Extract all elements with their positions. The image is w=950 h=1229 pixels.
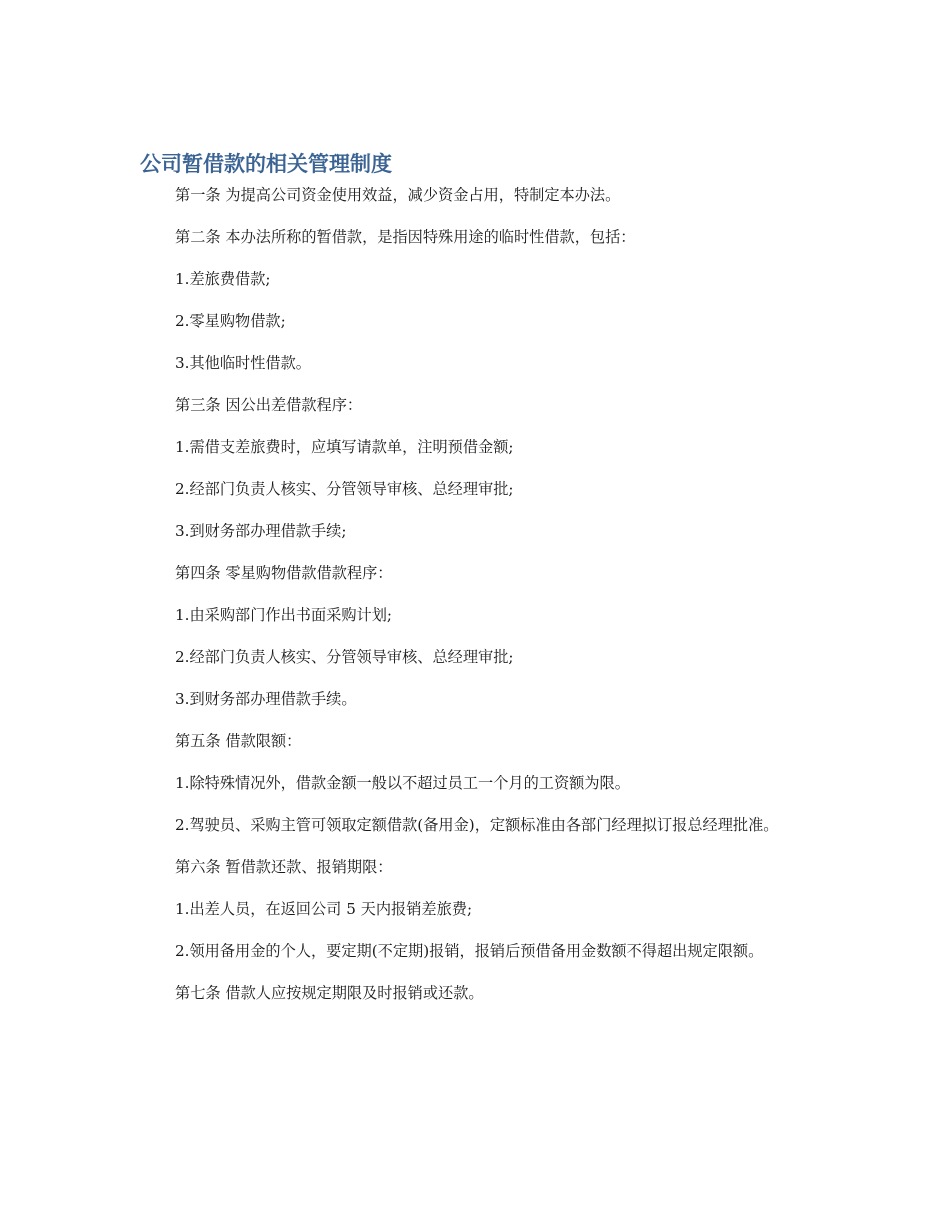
document-body: [140, 182, 802, 1022]
paragraph-article-5: 第五条 借款限额：: [175, 732, 302, 750]
list-item: 3.到财务部办理借款手续;: [175, 522, 347, 540]
paragraph-article-2: 第二条 本办法所称的暂借款，是指因特殊用途的临时性借款，包括：: [175, 228, 636, 246]
list-item: 2.经部门负责人核实、分管领导审核、总经理审批;: [175, 648, 514, 666]
list-item: 1.除特殊情况外，借款金额一般以不超过员工一个月的工资额为限。: [175, 774, 630, 792]
list-item: 1.需借支差旅费时，应填写请款单，注明预借金额;: [175, 438, 514, 456]
list-item: 1.由采购部门作出书面采购计划;: [175, 606, 393, 624]
list-item: 3.其他临时性借款。: [175, 354, 311, 372]
list-item: 2.领用备用金的个人，要定期(不定期)报销，报销后预借备用金数额不得超出规定限额。: [175, 942, 764, 960]
list-item: 2.零星购物借款;: [175, 312, 286, 330]
list-item: 3.到财务部办理借款手续。: [175, 690, 357, 708]
paragraph-article-4: 第四条 零星购物借款借款程序：: [175, 564, 393, 582]
list-item: 1.出差人员，在返回公司 5 天内报销差旅费;: [175, 900, 473, 918]
document-title: 公司暂借款的相关管理制度: [140, 152, 392, 176]
list-item: 2.经部门负责人核实、分管领导审核、总经理审批;: [175, 480, 514, 498]
paragraph-article-7: 第七条 借款人应按规定期限及时报销或还款。: [175, 984, 484, 1002]
paragraph-article-3: 第三条 因公出差借款程序：: [175, 396, 363, 414]
paragraph-article-6: 第六条 暂借款还款、报销期限：: [175, 858, 393, 876]
list-item: 2.驾驶员、采购主管可领取定额借款(备用金)，定额标准由各部门经理拟订报总经理批准。: [175, 816, 779, 834]
paragraph-article-1: 第一条 为提高公司资金使用效益，减少资金占用，特制定本办法。: [175, 186, 621, 204]
list-item: 1.差旅费借款;: [175, 270, 271, 288]
